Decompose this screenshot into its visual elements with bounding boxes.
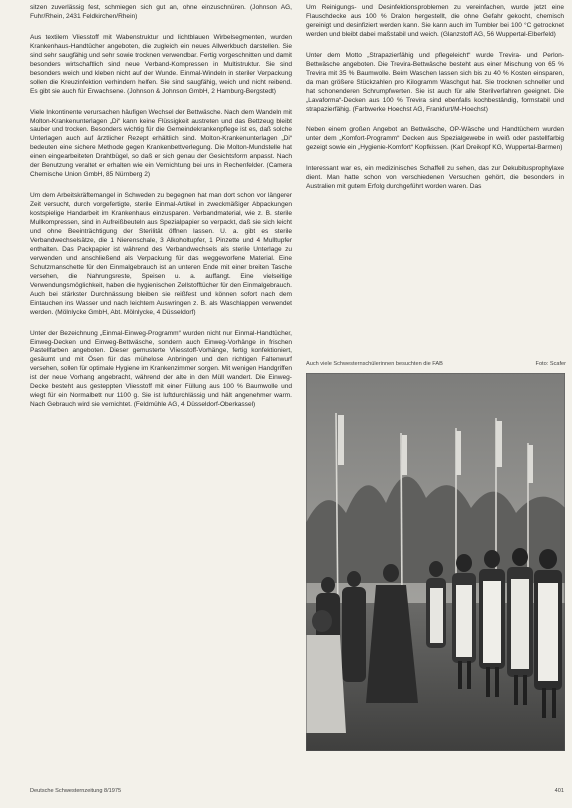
paragraph: Interessant war es, ein medizinisches Schaffell zu sehen, das zur Dekubitusprophylaxe dient. Man hatte schon von verschiedenen Versuchen gehört, die besonders in Australien mit gutem Erfolg durchgeführt worden waren. Das: [306, 165, 564, 191]
page-footer: [30, 788, 564, 798]
photo-caption: [306, 361, 566, 368]
paragraph: sitzen zuverlässig fest, schmiegen sich gut an, ohne einzuschnüren. (Johnson AG, Fuhr/Rhein, 2431 Feldkirchen/Rhein): [30, 4, 292, 20]
page-number: 401: [554, 788, 564, 794]
left-text-column: [30, 4, 292, 422]
journal-source: Deutsche Schwesternzeitung 8/1975: [30, 788, 122, 794]
paragraph: Aus textilem Vliesstoff mit Wabenstruktur und lichtblauen Wirbelsegmenten, wurden Krankenhaus-Handtücher angeboten, die zugleich ein neues Allwerkbuch darstellen. Sie sind sehr saugfähig und sehr sowie trocknen verwendbar. Fertig vorgeschnitten und damit besonders wirtschaftlich sind neue Verband-Kompressen in Multistruktur. Sie sind besonders weich und kleben nicht auf der Wunde. Einmal-Windeln in steriler Verpackung sollen die Kreuzinfektion verhindern helfen. Sie sind saugfähig, weich und nicht reibend. Es gibt sie auch für Erwachsene. (Johnson & Johnson GmbH, 2 Hamburg-Bergstedt): [30, 33, 292, 95]
caption-text: Auch viele Schwesternschülerinnen besuchten die FAB: [306, 361, 443, 367]
paragraph: Unter dem Motto „Strapazierfähig und pflegeleicht“ wurde Trevira- und Perlon-Bettwäsche angeboten. Die Trevira-Bettwäsche besteht aus einer Mischung von 65 % Trevira mit 35 % Baumwolle. Beim Waschen lassen sich bis zu 40 % Kosten einsparen, da man größere Stückzahlen pro Kilogramm Waschgut hat. Sie trocknen schneller und hat schonenderen Schrumpfwerten. Sie ist auch für alle Sterilverfahren geeignet. Die „Lavaforma“-Decken aus 100 % Trevira sind ebenfalls kochbeständig, formstabil und strapazierfähig. (Farbwerke Hoechst AG, Frankfurt/M-Hoechst): [306, 51, 564, 113]
paragraph: Unter der Bezeichnung „Einmal-Einweg-Programm“ wurden nicht nur Einmal-Handtücher, Einweg-Decken und Einweg-Bettwäsche, sondern auch Einweg-Vorhänge in frischen Pastellfarben angeboten. Dieser gemusterte Vliesstoff-Vorhänge, fertig konfektioniert, gesäumt und mit Ösen für das mühelose Anbringen und den richtigen Faltenwurf versehen, sollen für optimale Hygiene im Krankenzimmer sorgen. Mit wenigen Handgriffen ist der neue Vorhang angebracht, während der alte in den Müll wandert. Die Einweg-Decke besteht aus gesteppten Vliesstoff mit einer Füllung aus 100 % Baumwolle und wiegt für ein Normalbett nur 1100 g. Sie ist luftdurchlässig und hält angenehmer warm. Nach Gebrauch wird sie vernichtet. (Feldmühle AG, 4 Düsseldorf-Oberkassel): [30, 329, 292, 409]
photo-nursing-students: [306, 373, 565, 751]
paragraph: Um Reinigungs- und Desinfektionsproblemen zu vereinfachen, wurde jetzt eine Flauschdecke aus 100 % Dralon hergestellt, die ohne Gefahr gekocht, chemisch gereinigt und desinfiziert werden kann. Sie kann auch im Tumbler bei 100 °C getrocknet werden und bleibt dabei maßstabil und weich. (Glanzstoff AG, 56 Wuppertal-Elberfeld): [306, 4, 564, 38]
paragraph: Um dem Arbeitskräftemangel in Schweden zu begegnen hat man dort schon vor längerer Zeit versucht, durch vorgefertigte, sterile Einmal-Artikel in zweckmäßiger Abpackungen kostspielige Handarbeit im Krankenhaus einzusparen. Verbandmaterial, wie z. B. sterile Mullkompressen, sind in Aufreißbeuteln aus Spezialpapier so verpackt, daß sie sich leicht und ohne Beeinträchtigung der Sterilität öffnen lassen. U. a. gibt es sterile Verbandwechselsätze, die 1 Nierenschale, 3 Alkoholtupfer, 1 Pinzette und 4 Mulltupfer enthalten. Das Packpapier ist während des Verbandwechsels als sterile Unterlage zu verwenden und anschließend als Verpackung für das weggeworfene Material. Eine Schutzmanschette für den Einmalgebrauch ist an unteren Ende mit einer breiten Tasche versehen, die Nahrungsreste, Speisen u. a. auffangt. Eine vielseitige Verwendungsmöglichkeit, haben die hygienischen Zellstofftücher für den Einmalgebrauch. Auch bei stärkster Durchnässung bleiben sie reißfest und können sofort nach dem Eintauchen ins Wasser und nach leichtem Auswringen z. B. als Waschlappen verwendet werden. (Mölnlycke GmbH, Abt. Mölnlycke, 4 Düsseldorf): [30, 192, 292, 316]
paragraph: Neben einem großen Angebot an Bettwäsche, OP-Wäsche und Handtüchern wurden unter dem „Komfort-Programm“ Decken aus Spezialgewebe in weiß oder pastellfarbig gezeigt sowie ein „Hygienie-Komfort“ Kopfkissen. (Karl Dreikopf KG, Wuppertal-Barmen): [306, 126, 564, 152]
photo-credit: Foto: Scafer: [535, 361, 566, 367]
photo-illustration: [306, 373, 565, 751]
right-text-column: [306, 4, 564, 204]
paragraph: Viele Inkontinente verursachen häufigen Wechsel der Bettwäsche. Nach dem Wandeln mit Molton-Krankenunterlagen „Di“ kann keine Flüssigkeit austreten und das Bettzeug bleibt sauber und trocken. Besonders wichtig für die Gemeindekrankenpflege ist es, daß solche Unterlagen auch auf ärztlicher Rezept erhältlich sind. Molton-Krankenunterlagen „Di“ bedeuten eine sichere Methode gegen Krankenbettverlegung. Die Molton-Mundstelle hat einen eingearbeiteten Drahtbügel, so daß er sich genau der Gesichtsform anpasst. Nach der Benutzung veraltet er erhalten wie ein Vernichtung bei uns in Rechenfelder. (Camera Chemische Union GmbH, 85 Nürnberg 2): [30, 108, 292, 179]
